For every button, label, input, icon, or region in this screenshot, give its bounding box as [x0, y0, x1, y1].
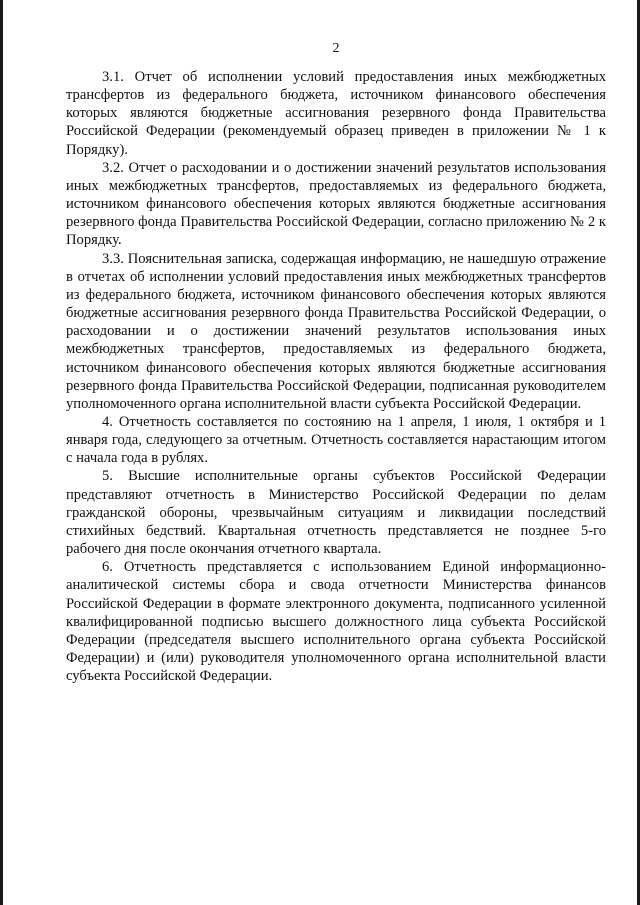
paragraph-6: 6. Отчетность представляется с использованием Единой информационно-аналитической системы сбора и свода отчетности Министерства финансов Российской Федерации в формате электронного документа, подписанного усиленной квалифицированной подписью высшего должностного лица субъекта Российской Федерации (председателя высшего исполнительного органа субъекта Российской Федерации) и (или) руководителя уполномоченного органа исполнительной власти субъекта Российской Федерации. [66, 559, 606, 685]
paragraph-3-2: 3.2. Отчет о расходовании и о достижении значений результатов использования иных межбюджетных трансфертов, предоставляемых из федерального бюджета, источником финансового обеспечения которых являются бюджетные ассигнования резервного фонда Правительства Российской Федерации, согласно приложению № 2 к Порядку. [66, 159, 606, 249]
paragraph-4: 4. Отчетность составляется по состоянию на 1 апреля, 1 июля, 1 октября и 1 января года, следующего за отчетным. Отчетность составляется нарастающим итогом с начала года в рублях. [66, 413, 606, 467]
paragraph-3-3: 3.3. Пояснительная записка, содержащая информацию, не нашедшую отражение в отчетах об исполнении условий предоставления иных межбюджетных трансфертов из федерального бюджета, источником финансового обеспечения которых являются бюджетные ассигнования резервного фонда Правительства Российской Федерации, о расходовании и о достижении значений результатов использования иных межбюджетных трансфертов, предоставляемых из федерального бюджета, источником финансового обеспечения которых являются бюджетные ассигнования резервного фонда Правительства Российской Федерации, подписанная руководителем уполномоченного органа исполнительной власти субъекта Российской Федерации. [66, 250, 606, 412]
scan-edge-left [0, 0, 3, 905]
document-body [66, 68, 606, 685]
paragraph-3-1: 3.1. Отчет об исполнении условий предоставления иных межбюджетных трансфертов из федерального бюджета, источником финансового обеспечения которых являются бюджетные ассигнования резервного фонда Правительства Российской Федерации (рекомендуемый образец приведен в приложении № 1 к Порядку). [66, 69, 606, 158]
page-number: 2 [332, 41, 340, 56]
paragraph-5: 5. Высшие исполнительные органы субъектов Российской Федерации представляют отчетность в Министерство Российской Федерации по делам гражданской обороны, чрезвычайным ситуациям и ликвидации последствий стихийных бедствий. Квартальная отчетность представляется не позднее 5-го рабочего дня после окончания отчетного квартала. [66, 468, 606, 558]
